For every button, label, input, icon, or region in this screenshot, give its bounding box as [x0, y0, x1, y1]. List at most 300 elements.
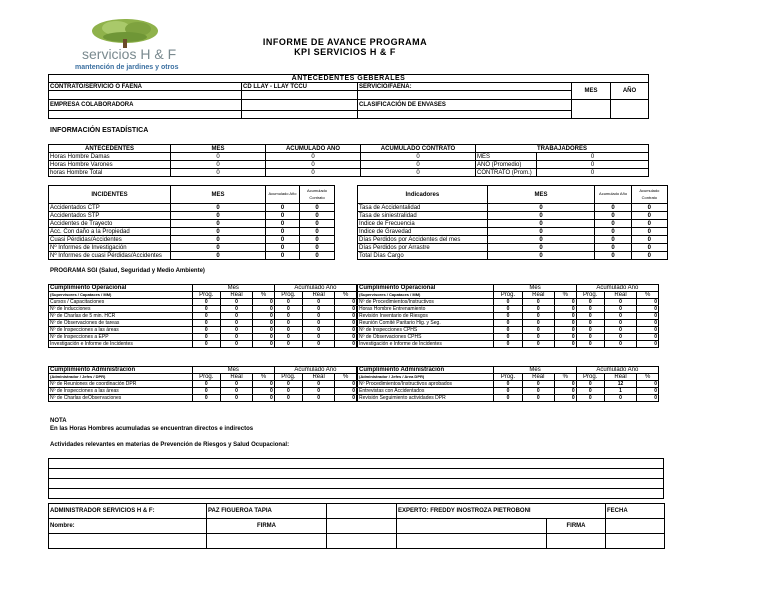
cell-value: 0 — [494, 395, 522, 402]
cell-value: 0 — [171, 153, 266, 161]
cell-value: 0 — [192, 320, 220, 327]
sgi-acum-header: Acumulado Año — [274, 367, 356, 374]
cell-value: 0 — [637, 388, 659, 395]
table-row — [49, 161, 649, 169]
cell-value: 0 — [637, 381, 659, 388]
sgi-operational-right-table — [357, 284, 659, 348]
cell-value: 0 — [335, 313, 357, 320]
cell-value: 0 — [253, 306, 275, 313]
sgi-column-header: Real — [302, 292, 334, 299]
cell-value: 0 — [302, 320, 334, 327]
incidents-mes-header: MES — [171, 186, 266, 204]
cell-value: 0 — [171, 169, 266, 177]
cell-value: 0 — [266, 212, 300, 220]
table-row — [49, 244, 335, 252]
cell-value: 0 — [604, 327, 636, 334]
cell-value: 0 — [220, 320, 252, 327]
cell-value: 0 — [555, 381, 577, 388]
sgi-section-subtitle: (Administrador / Jefes / Area DPR) — [358, 374, 494, 381]
row-label: Indice de Gravedad — [358, 228, 488, 236]
cell-value: 0 — [595, 244, 631, 252]
cell-value: 0 — [220, 306, 252, 313]
cell-value: 0 — [555, 334, 577, 341]
table-row — [49, 334, 357, 341]
cell-value: 0 — [637, 299, 659, 306]
cell-value: 0 — [274, 334, 302, 341]
sgi-column-header: Real — [522, 292, 554, 299]
cell-value: 0 — [192, 395, 220, 402]
indicators-table — [357, 185, 668, 260]
cell-value: 0 — [171, 252, 266, 260]
cell-value: 0 — [220, 395, 252, 402]
cell-value: 0 — [266, 236, 300, 244]
sgi-title: PROGRAMA SGI (Salud, Seguridad y Medio Ambiente) — [50, 268, 205, 274]
row-label: Nº de Procedimientos/Instructivos — [358, 299, 494, 306]
cell-value: 0 — [220, 341, 252, 348]
cell-value: 0 — [335, 388, 357, 395]
note-text: En las Horas Hombres acumuladas se encuentran directos e indirectos — [50, 425, 254, 432]
cell-value: 0 — [192, 313, 220, 320]
cell-value: 0 — [487, 220, 595, 228]
cell-value: 0 — [637, 313, 659, 320]
cell-value: 0 — [494, 306, 522, 313]
sgi-column-header: % — [335, 374, 357, 381]
sgi-column-header: Prog. — [192, 374, 220, 381]
cell-value: 0 — [494, 381, 522, 388]
stats-header-anio: ACUMULADO AÑO — [266, 145, 361, 153]
cell-value: 0 — [302, 395, 334, 402]
sgi-admin-right-table — [357, 366, 659, 402]
table-row — [358, 252, 668, 260]
cell-value: 0 — [604, 334, 636, 341]
row-label: Cursos / Capacitaciones — [49, 299, 193, 306]
table-row — [358, 320, 659, 327]
logo-tagline: mantención de jardines y otros — [75, 64, 179, 71]
cell-value: 0 — [192, 341, 220, 348]
signature-label-expert: FIRMA — [547, 519, 606, 534]
sgi-column-header: Real — [220, 374, 252, 381]
general-info-title: ANTECEDENTES GEBERALES — [49, 75, 649, 83]
cell-value: 0 — [171, 220, 266, 228]
cell-value: 0 — [522, 313, 554, 320]
row-label: Accidentados STP — [49, 212, 171, 220]
cell-value: 0 — [335, 381, 357, 388]
table-row — [358, 220, 668, 228]
table-row — [358, 299, 659, 306]
cell-value: 0 — [192, 381, 220, 388]
table-row — [358, 334, 659, 341]
cell-value: 0 — [274, 320, 302, 327]
cell-value: 0 — [604, 395, 636, 402]
row-label: Investigación e Informe de Incidentes — [49, 341, 193, 348]
cell-value: 0 — [631, 212, 667, 220]
cell-value: 0 — [494, 299, 522, 306]
row-label: Investigación e Informe de Incidentes — [358, 341, 494, 348]
stats-title: INFORMACIÓN ESTADÍSTICA — [50, 127, 149, 134]
cell-value: 0 — [637, 327, 659, 334]
sgi-column-header: % — [253, 292, 275, 299]
cell-value: 0 — [253, 381, 275, 388]
table-row — [49, 252, 335, 260]
sgi-column-header: Prog. — [494, 374, 522, 381]
cell-value: 0 — [604, 299, 636, 306]
cell-value: 0 — [595, 228, 631, 236]
row-label: Nº de Inspecciones a las áreas — [49, 327, 193, 334]
sgi-section-title: Cumplimiento Administración — [358, 367, 494, 374]
year-label: AÑO — [611, 83, 649, 100]
cell-value: 0 — [576, 395, 604, 402]
sgi-section-subtitle: (Supervisores / Capataces / MM) — [358, 292, 494, 299]
cell-value: 0 — [266, 161, 361, 169]
cell-value: 0 — [555, 341, 577, 348]
sgi-column-header: Prog. — [192, 292, 220, 299]
cell-value: 0 — [300, 244, 335, 252]
report-title-line1: INFORME DE AVANCE PROGRAMA — [262, 37, 428, 47]
cell-value: 0 — [302, 334, 334, 341]
cell-value: 0 — [253, 395, 275, 402]
cell-value: 0 — [522, 334, 554, 341]
row-label: Nº de Inducciones — [49, 306, 193, 313]
cell-value: 0 — [266, 252, 300, 260]
cell-value: 0 — [576, 334, 604, 341]
table-row — [49, 327, 357, 334]
cell-value: 0 — [555, 299, 577, 306]
sgi-column-header: % — [555, 292, 577, 299]
month-label: MES — [572, 83, 611, 100]
row-label: Tasa de siniestralidad — [358, 212, 488, 220]
sgi-column-header: Real — [604, 292, 636, 299]
cell-value: 0 — [274, 306, 302, 313]
cell-value: 0 — [192, 306, 220, 313]
contract-value: CD LLAY - LLAY TCCU — [242, 83, 358, 91]
cell-value: 0 — [300, 204, 335, 212]
cell-value: 0 — [361, 161, 476, 169]
cell-value: 0 — [335, 341, 357, 348]
row-label: Entrevistas con Accidentados — [358, 388, 494, 395]
cell-value: 0 — [595, 212, 631, 220]
sgi-operational-left-table — [48, 284, 357, 348]
sgi-section-title: Cumplimiento Operacional — [49, 285, 193, 292]
cell-value: 0 — [576, 341, 604, 348]
table-row — [49, 320, 357, 327]
cell-value: 0 — [604, 306, 636, 313]
cell-value: 0 — [555, 313, 577, 320]
table-row — [358, 228, 668, 236]
table-row — [358, 236, 668, 244]
row-label: Revisión Seguimiento actividades DPR — [358, 395, 494, 402]
row-label: Reunión Comité Paritario Hig. y Seg. — [358, 320, 494, 327]
sgi-column-header: % — [335, 292, 357, 299]
cell-value: 0 — [266, 169, 361, 177]
indicators-acum-contrato-header: Acumulado Contrato — [631, 186, 667, 204]
incidents-acum-contrato-header: Acumulado Contrato — [300, 186, 335, 204]
general-info-table — [48, 74, 649, 119]
cell-value: 0 — [192, 327, 220, 334]
cell-value: 0 — [595, 220, 631, 228]
cell-value: 0 — [637, 334, 659, 341]
sgi-column-header: % — [253, 374, 275, 381]
cell-value: 0 — [171, 228, 266, 236]
cell-value: 0 — [487, 212, 595, 220]
cell-value: 0 — [302, 299, 334, 306]
sgi-column-header: Prog. — [494, 292, 522, 299]
cell-value: 0 — [631, 228, 667, 236]
cell-value: 0 — [522, 341, 554, 348]
cell-value: 0 — [637, 341, 659, 348]
sgi-admin-left-table — [48, 366, 357, 402]
cell-value: 0 — [576, 313, 604, 320]
cell-value: 0 — [555, 395, 577, 402]
indicators-header: Indicadores — [358, 186, 488, 204]
row-label: horas Hombre Total — [49, 169, 171, 177]
logo-brand: servicios H & F — [82, 46, 177, 62]
cell-value: 0 — [487, 252, 595, 260]
sgi-mes-header: Mes — [494, 367, 576, 374]
sgi-column-header: % — [637, 292, 659, 299]
cell-value: 0 — [300, 228, 335, 236]
cell-value: 0 — [637, 306, 659, 313]
table-row — [49, 341, 357, 348]
cell-value: 0 — [274, 381, 302, 388]
cell-value: 0 — [220, 313, 252, 320]
cell-value: 0 — [631, 244, 667, 252]
sgi-column-header: % — [555, 374, 577, 381]
cell-value: 0 — [522, 320, 554, 327]
workers-label: MES — [476, 153, 537, 161]
cell-value: 0 — [192, 334, 220, 341]
signature-label-admin: FIRMA — [207, 519, 327, 534]
cell-value: 0 — [522, 299, 554, 306]
cell-value: 0 — [220, 327, 252, 334]
row-label: Nº de Charlas de 5 min. HCR — [49, 313, 193, 320]
row-label: Accidentes de Trayecto — [49, 220, 171, 228]
cell-value: 12 — [604, 381, 636, 388]
cell-value: 0 — [537, 161, 649, 169]
cell-value: 0 — [253, 327, 275, 334]
cell-value: 0 — [274, 395, 302, 402]
cell-value: 0 — [192, 299, 220, 306]
incidents-acum-anio-header: Acumulado Año — [266, 186, 300, 204]
cell-value: 0 — [631, 236, 667, 244]
cell-value: 0 — [266, 228, 300, 236]
table-row — [49, 306, 357, 313]
table-row — [49, 204, 335, 212]
cell-value: 0 — [555, 306, 577, 313]
activities-table — [48, 458, 664, 499]
cell-value: 0 — [274, 327, 302, 334]
cell-value: 0 — [300, 220, 335, 228]
cell-value: 0 — [302, 341, 334, 348]
row-label: Días Perdidos por Accidentes del mes — [358, 236, 488, 244]
cell-value: 0 — [576, 388, 604, 395]
admin-name: PAZ FIGUEROA TAPIA — [207, 504, 327, 519]
table-row — [358, 212, 668, 220]
cell-value: 0 — [171, 161, 266, 169]
cell-value: 0 — [555, 327, 577, 334]
row-label: Nº de Observaciones de tareas — [49, 320, 193, 327]
cell-value: 0 — [274, 341, 302, 348]
stats-table — [48, 144, 649, 177]
contract-label: CONTRATO/SERVICIO O FAENA — [49, 83, 242, 91]
row-label: Nº de Inspecciones a las áreas — [49, 388, 193, 395]
cell-value: 0 — [266, 153, 361, 161]
cell-value: 0 — [253, 334, 275, 341]
table-row — [358, 341, 659, 348]
cell-value: 0 — [576, 381, 604, 388]
cell-value: 0 — [335, 395, 357, 402]
sgi-acum-header: Acumulado Año — [576, 367, 658, 374]
classification-label: CLASIFICACIÓN DE ENVASES — [358, 100, 572, 111]
service-label: SERVICIO/FAENA: — [358, 83, 572, 91]
cell-value: 0 — [595, 204, 631, 212]
row-label: Tasa de Accidentalidad — [358, 204, 488, 212]
sgi-section-title: Cumplimiento Operacional — [358, 285, 494, 292]
row-label: Nº de Reuniones de coordinación DPR — [49, 381, 193, 388]
table-row — [49, 212, 335, 220]
cell-value: 0 — [487, 228, 595, 236]
cell-value: 0 — [302, 388, 334, 395]
workers-label: CONTRATO (Prom.) — [476, 169, 537, 177]
cell-value: 0 — [266, 220, 300, 228]
table-row — [49, 381, 357, 388]
cell-value: 0 — [300, 212, 335, 220]
cell-value: 0 — [537, 169, 649, 177]
row-label: Nº de Inspecciones a EPP — [49, 334, 193, 341]
table-row — [358, 244, 668, 252]
cell-value: 0 — [171, 204, 266, 212]
table-row — [49, 220, 335, 228]
table-row — [49, 169, 649, 177]
cell-value: 0 — [522, 388, 554, 395]
cell-value: 0 — [576, 327, 604, 334]
cell-value: 0 — [494, 320, 522, 327]
sgi-column-header: % — [637, 374, 659, 381]
report-title-line2: KPI SERVICIOS H & F — [294, 47, 396, 57]
row-label: Accidentados CTP — [49, 204, 171, 212]
note-title: NOTA — [50, 418, 67, 424]
table-row — [358, 327, 659, 334]
cell-value: 0 — [537, 153, 649, 161]
cell-value: 0 — [171, 244, 266, 252]
table-row — [358, 395, 659, 402]
cell-value: 0 — [487, 236, 595, 244]
sgi-mes-header: Mes — [192, 285, 274, 292]
cell-value: 0 — [192, 388, 220, 395]
cell-value: 0 — [253, 299, 275, 306]
company-logo — [75, 17, 208, 72]
row-label: Nº Procedimientos/Instructivos aprobados — [358, 381, 494, 388]
cell-value: 0 — [302, 313, 334, 320]
sgi-column-header: Prog. — [274, 374, 302, 381]
row-label: Nº de Charlas deObservaciones — [49, 395, 193, 402]
activities-title: Actividades relevantes en materias de Prevención de Riesgos y Salud Ocupacional: — [50, 442, 290, 448]
cell-value: 0 — [631, 252, 667, 260]
admin-label: ADMINISTRADOR SERVICIOS H & F: — [49, 504, 207, 519]
stats-header-mes: MES — [171, 145, 266, 153]
cell-value: 0 — [253, 388, 275, 395]
cell-value: 0 — [220, 388, 252, 395]
indicators-mes-header: MES — [487, 186, 595, 204]
cell-value: 0 — [361, 153, 476, 161]
incidents-header: INCIDENTES — [49, 186, 171, 204]
stats-header-contrato: ACUMULADO CONTRATO — [361, 145, 476, 153]
cell-value: 0 — [631, 204, 667, 212]
cell-value: 0 — [522, 395, 554, 402]
row-label: Nº Informes de cuasi Pérdidas/Accidentes — [49, 252, 171, 260]
cell-value: 0 — [576, 320, 604, 327]
sgi-column-header: Prog. — [274, 292, 302, 299]
table-row — [358, 204, 668, 212]
table-row — [49, 313, 357, 320]
cell-value: 0 — [266, 204, 300, 212]
sgi-column-header: Real — [522, 374, 554, 381]
company-label: EMPRESA COLABORADORA — [49, 100, 242, 111]
cell-value: 0 — [604, 320, 636, 327]
cell-value: 0 — [576, 306, 604, 313]
incidents-table — [48, 185, 335, 260]
cell-value: 0 — [487, 204, 595, 212]
cell-value: 0 — [220, 381, 252, 388]
cell-value: 0 — [494, 327, 522, 334]
cell-value: 0 — [335, 327, 357, 334]
cell-value: 0 — [555, 320, 577, 327]
table-row — [49, 299, 357, 306]
table-row — [49, 395, 357, 402]
cell-value: 0 — [302, 381, 334, 388]
cell-value: 0 — [637, 320, 659, 327]
stats-header-antecedentes: ANTECEDENTES — [49, 145, 171, 153]
row-label: Horas Hombre Damas — [49, 153, 171, 161]
cell-value: 1 — [604, 388, 636, 395]
cell-value: 0 — [494, 334, 522, 341]
cell-value: 0 — [494, 313, 522, 320]
table-row — [358, 313, 659, 320]
sgi-column-header: Prog. — [576, 374, 604, 381]
cell-value: 0 — [522, 381, 554, 388]
cell-value: 0 — [220, 299, 252, 306]
sgi-column-header: Real — [302, 374, 334, 381]
row-label: Días Perdidos por Arrastre — [358, 244, 488, 252]
table-row — [49, 388, 357, 395]
signatures-table — [48, 503, 665, 549]
cell-value: 0 — [604, 313, 636, 320]
report-title — [220, 37, 470, 57]
tree-logo-icon — [78, 17, 208, 49]
cell-value: 0 — [335, 334, 357, 341]
sgi-column-header: Real — [604, 374, 636, 381]
sgi-column-header: Real — [220, 292, 252, 299]
cell-value: 0 — [274, 299, 302, 306]
cell-value: 0 — [300, 236, 335, 244]
cell-value: 0 — [335, 320, 357, 327]
row-label: Total Días Cargo — [358, 252, 488, 260]
table-row — [49, 228, 335, 236]
row-label: Revisión Inventario de Riesgos — [358, 313, 494, 320]
cell-value: 0 — [274, 313, 302, 320]
cell-value: 0 — [302, 327, 334, 334]
row-label: Cuasi Pérdidas/Accidentes — [49, 236, 171, 244]
row-label: Indice de Frecuencia — [358, 220, 488, 228]
sgi-section-title: Cumplimiento Administración — [49, 367, 193, 374]
workers-label: AÑO (Promedio) — [476, 161, 537, 169]
sgi-mes-header: Mes — [192, 367, 274, 374]
cell-value: 0 — [555, 388, 577, 395]
cell-value: 0 — [266, 244, 300, 252]
cell-value: 0 — [631, 220, 667, 228]
sgi-acum-header: Acumulado Año — [576, 285, 658, 292]
expert-label: EXPERTO: FREDDY INOSTROZA PIETROBONI — [397, 504, 606, 519]
cell-value: 0 — [494, 341, 522, 348]
